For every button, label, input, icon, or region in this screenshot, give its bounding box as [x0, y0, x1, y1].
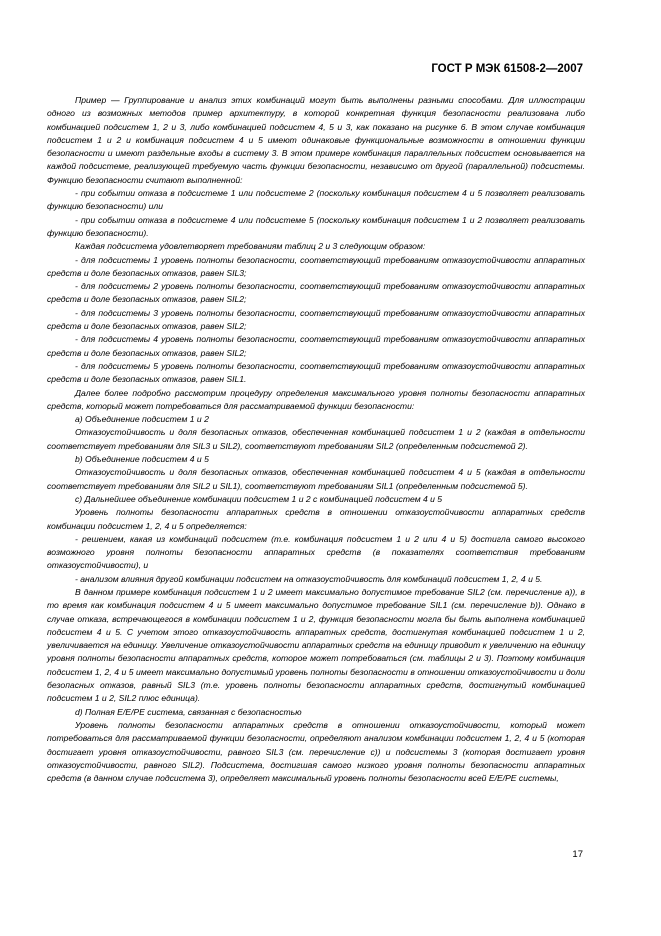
paragraph: a) Объединение подсистем 1 и 2	[75, 414, 209, 425]
paragraph: Каждая подсистема удовлетворяет требованиям таблиц 2 и 3 следующим образом:	[75, 241, 426, 252]
paragraph: Далее более подробно рассмотрим процедуру определения максимального уровня полноты безопасности аппаратных средств, который может потребоваться для рассматриваемой функции безопасности:	[47, 387, 585, 411]
paragraph: - анализом влияния другой комбинации подсистем на отказоустойчивость для комбинаций подсистем 1, 2, 4 и 5.	[75, 573, 543, 584]
paragraph: - для подсистемы 3 уровень полноты безопасности, соответствующий требованиям отказоустойчивости аппаратных средств и доле безопасных отказов, равен SIL2;	[47, 307, 585, 332]
paragraph: Уровень полноты безопасности аппаратных средств в отношении отказоустойчивости, который может потребоваться для рассматриваемой функции безопасности, определяют анализом комбинации подсистем 1, 2, 4 и 5 (которая достигает уровня отказоустойчивости, равного SIL3 (см. перечисление с)) и подсистемы 3 (которая достигает уровня отказоустойчивости, равного SIL2). Подсистема, достигшая самого низкого уровня полноты безопасности аппаратных средств (в данном случае подсистема 3), определяет максимальный уровень полноты безопасности всей E/E/PE системы,	[47, 719, 585, 784]
paragraph: d) Полная E/E/PE система, связанная с безопасностью	[75, 706, 302, 717]
paragraph: В данном примере комбинация подсистем 1 и 2 имеет максимально допустимое требование SIL2 (см. перечисление а)), в то время как комбинация подсистем 4 и 5 имеет максимально допустимое требование SIL1 (см. перечисление b)). Однако в случае отказа, встречающегося в комбинации подсистем 1 и 2, функция безопасности могла бы быть выполнена комбинацией подсистем 4 и 5. С учетом этого отказоустойчивость аппаратных средств, достигнутая комбинацией подсистем 1 и 2, увеличивается на единицу. Увеличение отказоустойчивости аппаратных средств на единицу приводит к увеличению на единицу уровня полноты безопасности аппаратных средств, которое может потребоваться (см. таблицы 2 и 3). Поэтому комбинация подсистем 1, 2, 4 и 5 имеет максимально допустимый уровень полноты безопасности в отношении отказоустойчивости и доли безопасных отказов, равный SIL3 (т.е. уровень полноты безопасности аппаратных средств, достигнутый комбинацией подсистем 1 и 2, SIL2 плюс единица).	[47, 586, 585, 704]
page-number: 17	[572, 849, 583, 860]
paragraph: - для подсистемы 2 уровень полноты безопасности, соответствующий требованиям отказоустойчивости аппаратных средств и доле безопасных отказов, равен SIL2;	[47, 281, 585, 305]
paragraph: - для подсистемы 5 уровень полноты безопасности, соответствующий требованиям отказоустойчивости аппаратных средств и доле безопасных отказов, равен SIL1.	[47, 360, 585, 385]
document-header: ГОСТ Р МЭК 61508-2—2007	[431, 63, 583, 75]
paragraph: - при событии отказа в подсистеме 1 или подсистеме 2 (поскольку комбинация подсистем 4 и 5 позволяет реализовать функцию безопасности) или	[47, 188, 585, 212]
body-text	[47, 94, 585, 785]
paragraph: Отказоустойчивость и доля безопасных отказов, обеспеченная комбинацией подсистем 1 и 2 (каждая в отдельности соответствует требованиям для SIL3 и SIL2), соответствуют требованиям SIL2 (определенным подсистемой 2).	[47, 427, 585, 451]
paragraph: - для подсистемы 4 уровень полноты безопасности, соответствующий требованиям отказоустойчивости аппаратных средств и доле безопасных отказов, равен SIL2;	[47, 334, 585, 358]
paragraph: Уровень полноты безопасности аппаратных средств в отношении отказоустойчивости аппаратных средств комбинации подсистем 1, 2, 4 и 5 определяется:	[47, 507, 585, 531]
paragraph: Пример — Группирование и анализ этих комбинаций могут быть выполнены разными способами. Для иллюстрации одного из возможных методов пример архитектуру, в которой конкретная функция безопасности реализована либо комбинацией подсистем 1, 2 и 3, либо комбинацией подсистем 4, 5 и 3, как показано на рисунке 6. В этом случае комбинация подсистем 1 и 2 и комбинация подсистем 4 и 5 имеют одинаковые функциональные возможности в отношении функции безопасности и имеют раздельные входы в систему 3. В этом примере комбинация параллельных подсистем основывается на каждой подсистеме, реализующей требуемую часть функции безопасности, независимо от другой (параллельной) подсистемы. Функцию безопасности считают выполненной:	[47, 95, 585, 185]
paragraph: b) Объединение подсистем 4 и 5	[75, 454, 209, 465]
paragraph: Отказоустойчивость и доля безопасных отказов, обеспеченная комбинацией подсистем 4 и 5 (каждая в отдельности соответствует требованиям для SIL2 и SIL1), соответствуют требованиям SIL1 (определенным подсистемой 5).	[47, 467, 585, 491]
paragraph: - при событии отказа в подсистеме 4 или подсистеме 5 (поскольку комбинация подсистем 1 и 2 позволяет реализовать функцию безопасности).	[47, 214, 585, 238]
paragraph: c) Дальнейшее объединение комбинации подсистем 1 и 2 с комбинацией подсистем 4 и 5	[75, 493, 443, 504]
paragraph: - решением, какая из комбинаций подсистем (т.е. комбинация подсистем 1 и 2 или 4 и 5) достигла самого высокого возможного уровня полноты безопасности аппаратных средств (в показателях соответствия требованиям отказоустойчивости), и	[47, 533, 585, 571]
paragraph: - для подсистемы 1 уровень полноты безопасности, соответствующий требованиям отказоустойчивости аппаратных средств и доле безопасных отказов, равен SIL3;	[47, 254, 585, 278]
